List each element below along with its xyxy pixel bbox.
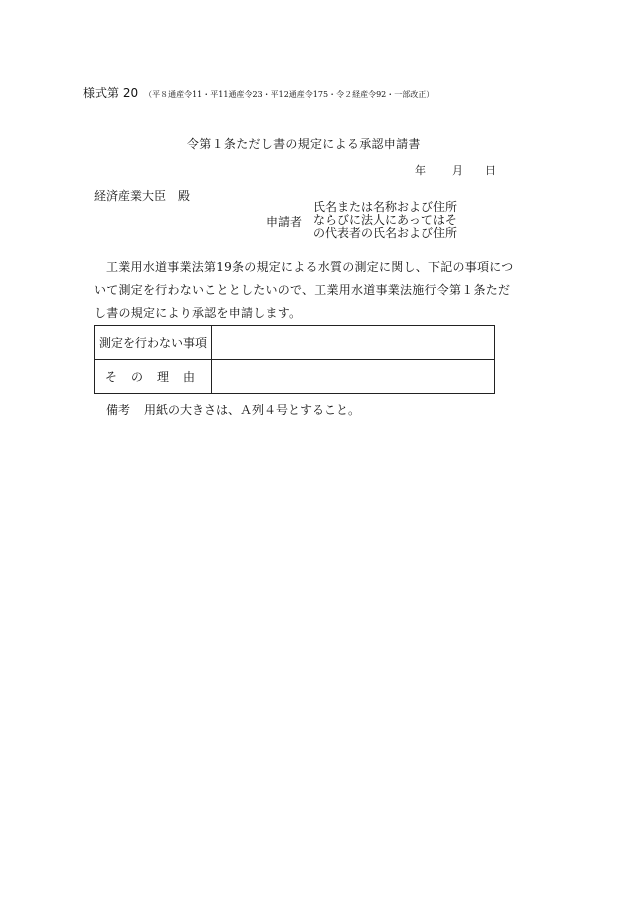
applicant-line: 氏名または名称および住所 xyxy=(313,200,458,214)
date-day-label: 日 xyxy=(485,164,496,177)
applicant-line: ならびに法人にあってはそ xyxy=(313,213,457,227)
date-month-label: 月 xyxy=(452,164,463,177)
addressee: 経済産業大臣 殿 xyxy=(94,189,191,203)
revision-note: （平８通産令11・平11通産令23・平12通産令175・令２経産令92・一部改正） xyxy=(144,90,435,99)
remarks-label: 備考 xyxy=(106,403,131,417)
form-number-label: 様式第 20 xyxy=(83,86,139,100)
table-row-label: その理由 xyxy=(95,360,212,394)
table-row-label: 測定を行わない事項 xyxy=(95,326,212,360)
unmeasured-items-field[interactable] xyxy=(212,326,495,360)
applicant-label: 申請者 xyxy=(266,215,303,229)
form-number-header xyxy=(83,84,434,101)
table-row xyxy=(95,360,495,394)
application-body-text: 工業用水道事業法第19条の規定による水質の測定に関し、下記の事項について測定を行わないこととしたいので、工業用水道事業法施行令第１条ただし書の規定により承認を申請します。 xyxy=(94,260,514,320)
date-year-label: 年 xyxy=(415,164,426,177)
remarks-text: 用紙の大きさは、Ａ列４号とすること。 xyxy=(144,403,361,417)
table-row xyxy=(95,326,495,360)
document-title: 令第１条ただし書の規定による承認申請書 xyxy=(187,137,421,151)
remarks xyxy=(106,401,360,418)
applicant-details xyxy=(313,201,457,240)
reason-field[interactable] xyxy=(212,360,495,394)
applicant-line: の代表者の氏名および住所 xyxy=(313,226,458,240)
application-table xyxy=(94,325,495,394)
